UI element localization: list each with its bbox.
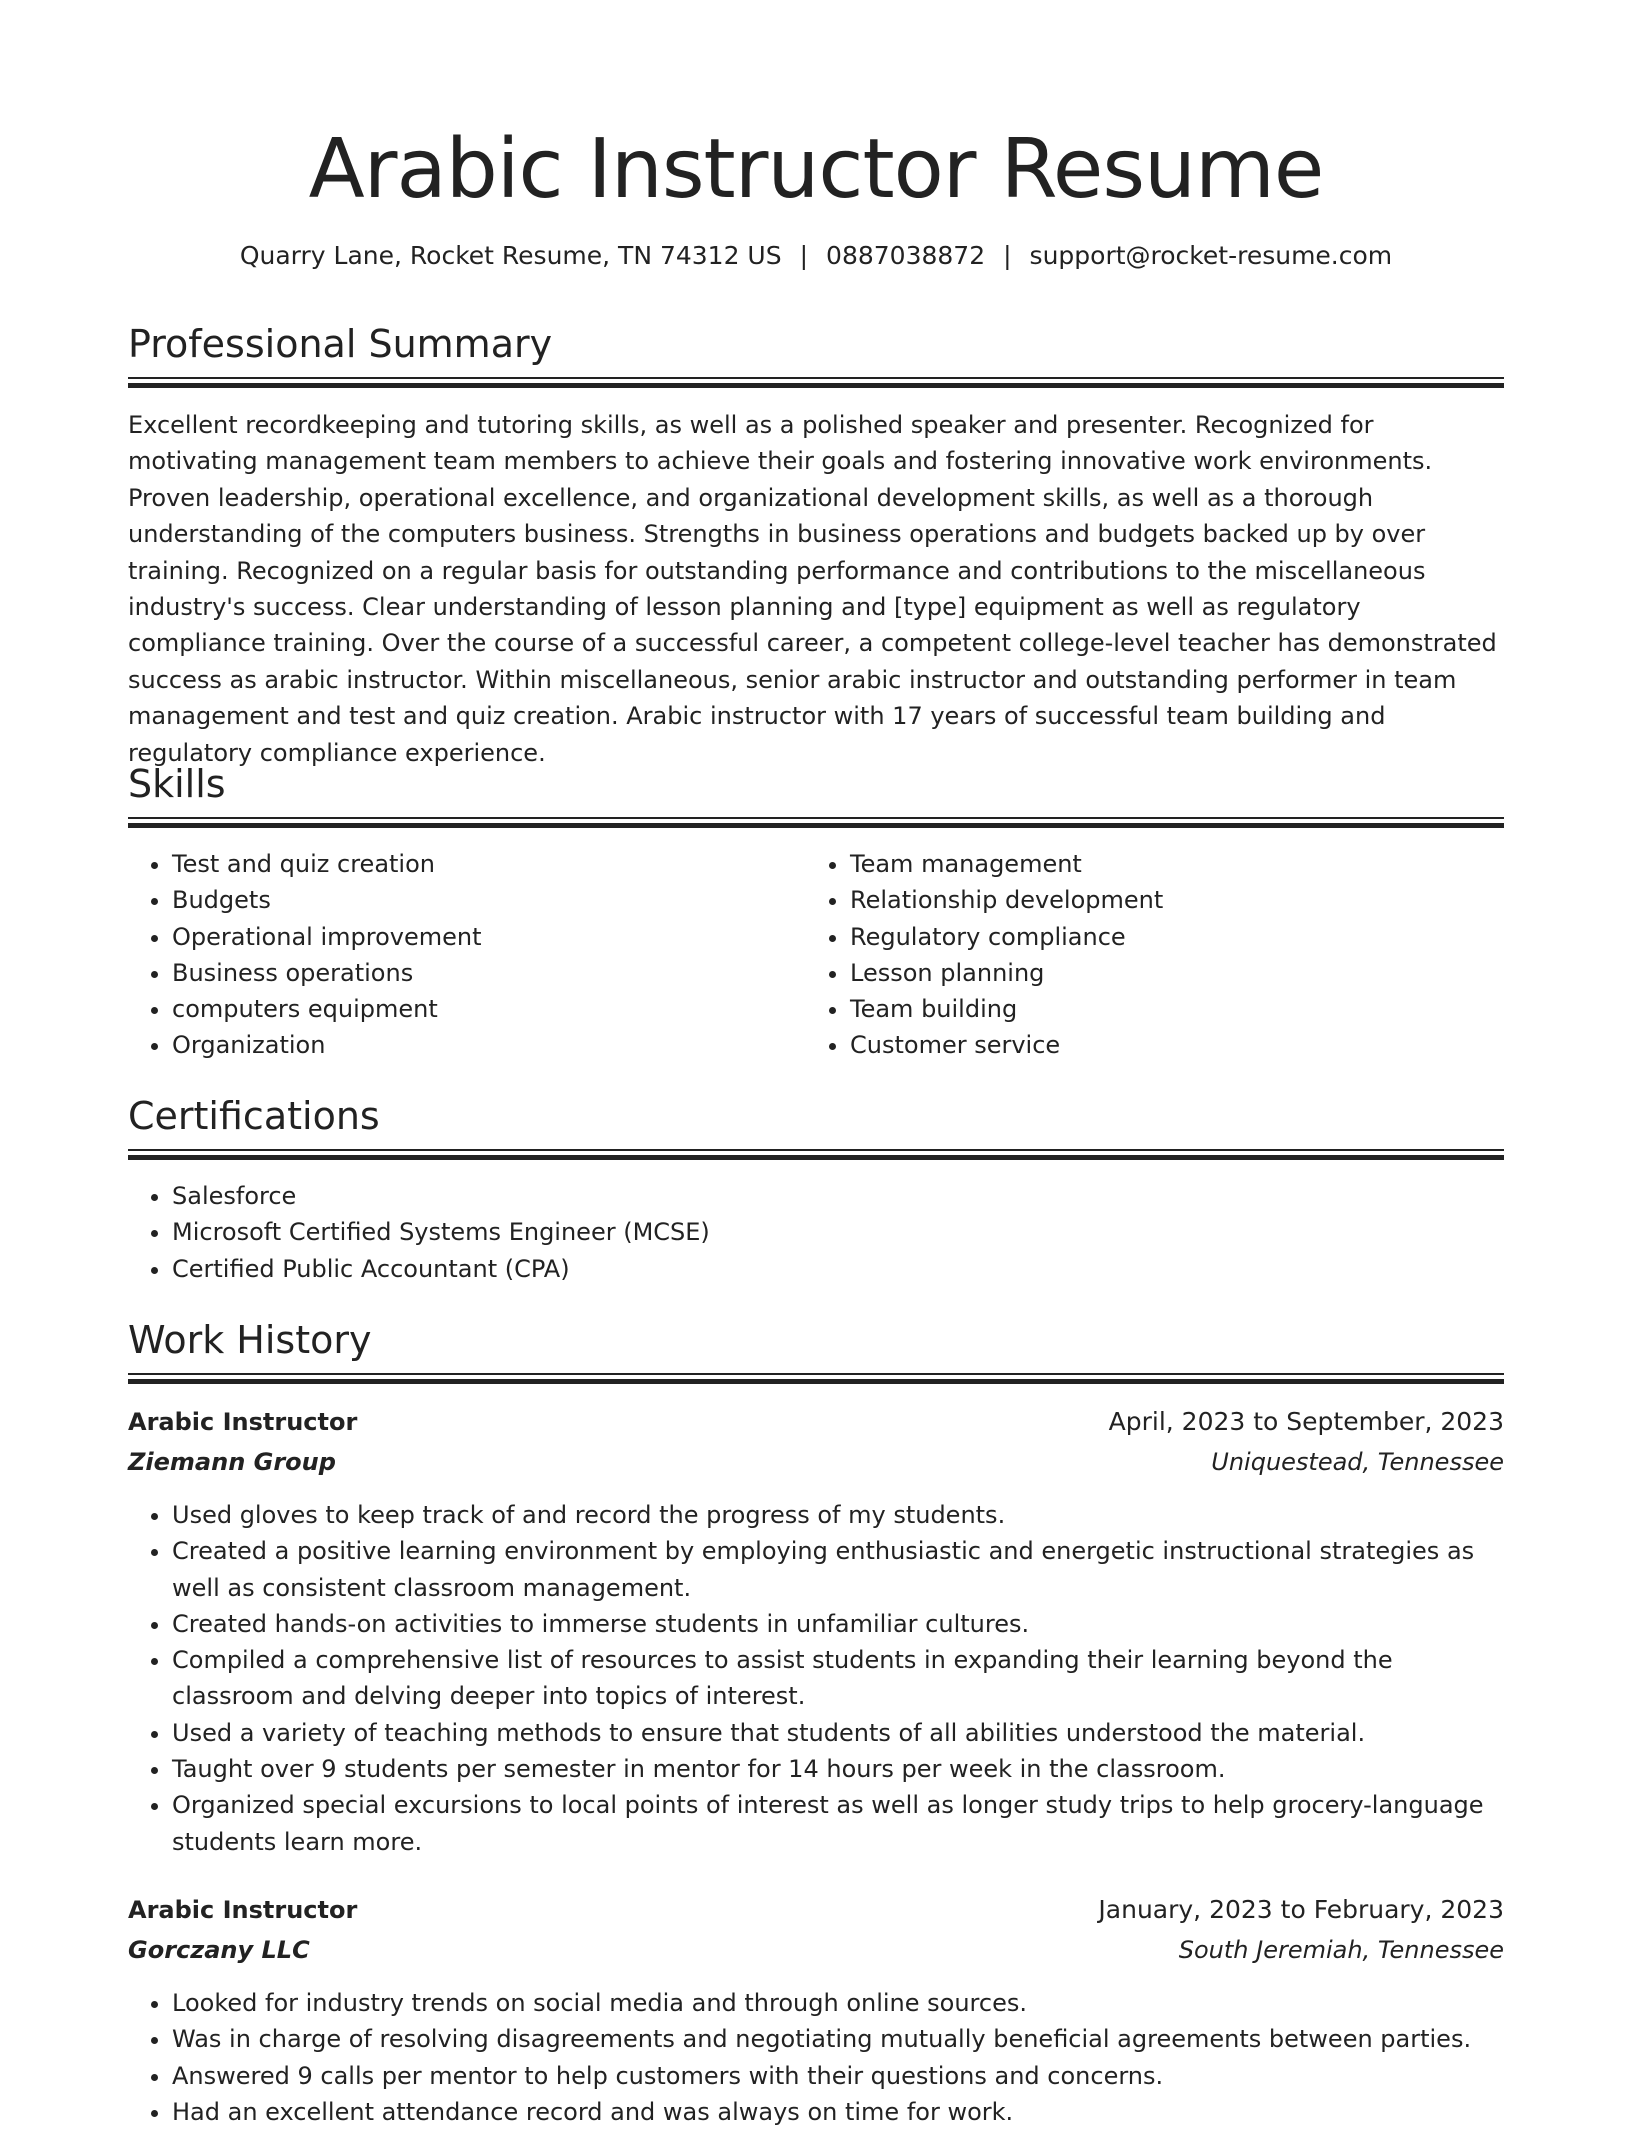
- section-divider: [128, 1149, 1504, 1160]
- certifications-list: [128, 1178, 1504, 1287]
- contact-phone: 0887038872: [826, 241, 986, 270]
- summary-text: Excellent recordkeeping and tutoring skills, as well as a polished speaker and presenter. Recognized for motivating management team members to achieve their goals and fostering innovative work environments. Proven leadership, operational excellence, and organizational development skills, as well as a thorough understanding of the computers business. Strengths in business operations and budgets backed up by over training. Recognized on a regular basis for outstanding performance and contributions to the miscellaneous industry's success. Clear understanding of lesson planning and [type] equipment as well as regulatory compliance training. Over the course of a successful career, a competent college-level teacher has demonstrated success as arabic instructor. Within miscellaneous, senior arabic instructor and outstanding performer in team management and test and quiz creation. Arabic instructor with 17 years of successful team building and regulatory compliance experience.: [128, 411, 1497, 767]
- job-location: South Jeremiah, Tennessee: [1178, 1936, 1504, 1964]
- job-title: Arabic Instructor: [128, 1408, 358, 1436]
- job-dates: January, 2023 to February, 2023: [1098, 1895, 1504, 1924]
- skill-item: • Team management: [850, 846, 1540, 882]
- job-bullet: • Compiled a comprehensive list of resources to assist students in expanding their learning beyond the classroom and delving deeper into topics of interest.: [172, 1642, 1504, 1715]
- job-bullet: • Was in charge of resolving disagreements and negotiating mutually beneficial agreements between parties.: [172, 2021, 1504, 2057]
- job-company: Ziemann Group: [128, 1448, 336, 1476]
- certification-item: • Microsoft Certified Systems Engineer (MCSE): [172, 1214, 1504, 1250]
- certification-item: • Certified Public Accountant (CPA): [172, 1251, 1504, 1287]
- job-bullet: • Had an excellent attendance record and was always on time for work.: [172, 2094, 1504, 2130]
- job-company: Gorczany LLC: [128, 1936, 310, 1964]
- skill-item: • Relationship development: [850, 882, 1540, 918]
- contact-email: support@rocket-resume.com: [1029, 241, 1393, 270]
- contact-separator: |: [1003, 241, 1012, 270]
- resume-title: Arabic Instructor Resume: [308, 122, 1324, 217]
- job-location: Uniquestead, Tennessee: [1211, 1448, 1504, 1476]
- job-bullets: [128, 1985, 1504, 2130]
- skill-item: • Regulatory compliance: [850, 919, 1540, 955]
- skill-item: • Operational improvement: [172, 919, 792, 955]
- skill-item: • Business operations: [172, 955, 792, 991]
- contact-separator: |: [799, 241, 809, 270]
- job-company-row: [128, 1442, 1504, 1482]
- skill-item: • Organization: [172, 1027, 792, 1063]
- job-title: Arabic Instructor: [128, 1896, 358, 1924]
- job-bullet: • Created hands-on activities to immerse students in unfamiliar cultures.: [172, 1606, 1504, 1642]
- skill-item: • Test and quiz creation: [172, 846, 792, 882]
- job-bullet: • Looked for industry trends on social media and through online sources.: [172, 1985, 1504, 2021]
- job-header-row: [128, 1402, 1504, 1442]
- job-bullet: • Organized special excursions to local points of interest as well as longer study trips to help grocery-language students learn more.: [172, 1787, 1504, 1860]
- skill-item: • Team building: [850, 991, 1540, 1027]
- job-bullet: • Used a variety of teaching methods to ensure that students of all abilities understood the material.: [172, 1715, 1504, 1751]
- skill-item: • Customer service: [850, 1027, 1540, 1063]
- certification-item: • Salesforce: [172, 1178, 1504, 1214]
- skill-item: • Budgets: [172, 882, 792, 918]
- job-company-row: [128, 1930, 1504, 1970]
- job-bullets: [128, 1497, 1504, 1860]
- contact-line: [0, 238, 1632, 274]
- job-bullet: • Used gloves to keep track of and record the progress of my students.: [172, 1497, 1504, 1533]
- job-bullet: • Taught over 9 students per semester in mentor for 14 hours per week in the classroom.: [172, 1751, 1504, 1787]
- section-heading-work-history: Work History: [128, 1318, 372, 1362]
- skill-item: • computers equipment: [172, 991, 792, 1027]
- job-bullet: • Answered 9 calls per mentor to help customers with their questions and concerns.: [172, 2058, 1504, 2094]
- job-bullet: • Created a positive learning environment by employing enthusiastic and energetic instructional strategies as well as consistent classroom management.: [172, 1533, 1504, 1606]
- section-heading-skills: Skills: [128, 762, 226, 806]
- skill-item: • Lesson planning: [850, 955, 1540, 991]
- section-divider: [128, 817, 1504, 828]
- section-heading-summary: Professional Summary: [128, 322, 553, 366]
- skills-list-right: [806, 846, 1540, 1064]
- section-divider: [128, 1373, 1504, 1384]
- section-divider: [128, 377, 1504, 388]
- job-header-row: [128, 1890, 1504, 1930]
- job-dates: April, 2023 to September, 2023: [1108, 1407, 1504, 1436]
- section-heading-certifications: Certifications: [128, 1094, 380, 1138]
- contact-address: Quarry Lane, Rocket Resume, TN 74312 US: [239, 241, 782, 270]
- skills-list-left: [128, 846, 792, 1064]
